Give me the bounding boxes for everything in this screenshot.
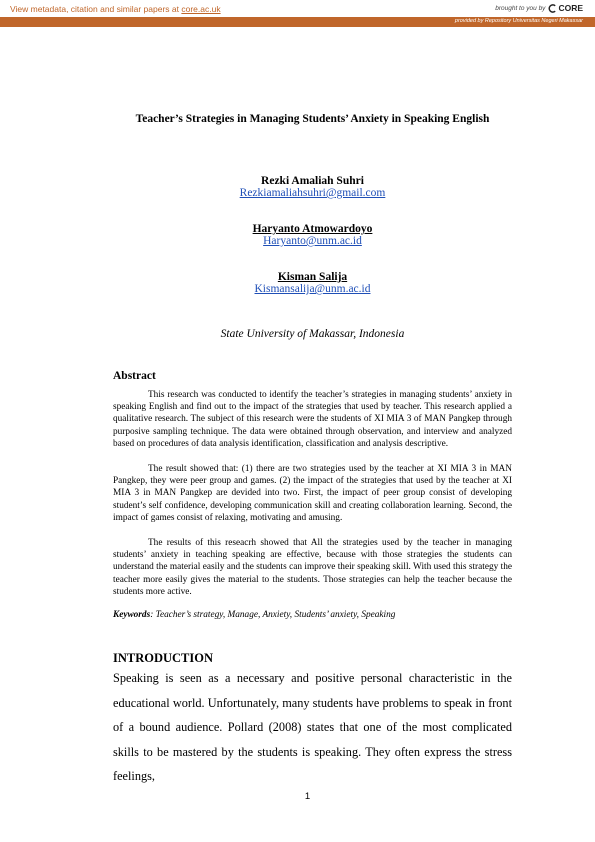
author-email[interactable]: Haryanto@unm.ac.id	[263, 235, 362, 247]
abstract-heading: Abstract	[113, 370, 156, 382]
paper-title: Teacher’s Strategies in Managing Students’ Anxiety in Speaking English	[135, 113, 490, 125]
brought-by-text: brought to you by	[495, 4, 546, 12]
brought-by[interactable]	[495, 3, 583, 13]
abstract-paragraph	[113, 463, 512, 524]
author-name: Rezki Amaliah Suhri	[261, 175, 364, 187]
author-name: Kisman Salija	[277, 271, 348, 283]
author-email[interactable]: Rezkiamaliahsuhri@gmail.com	[239, 187, 386, 199]
introduction-body	[113, 666, 512, 789]
abstract-text: The result showed that: (1) there are two strategies used by the teacher at XI MIA 3 in MAN Pangkep, they were peer group and games. (2) the impact of the strategies that used by the teacher at XI MIA 3 in MAN Pangkep are devided into two. First, the impact of peer group consist of developing student’s self confidence, developing communication skill and creating collaboration learning. Second, the impact of games consist of relaxing, motivating and amusing.	[113, 464, 512, 523]
core-banner	[0, 0, 595, 17]
page-number: 1	[304, 791, 311, 802]
author-block	[0, 271, 595, 295]
provided-by-bar	[0, 17, 595, 27]
introduction-heading: INTRODUCTION	[113, 651, 214, 665]
metadata-notice	[10, 4, 221, 14]
affiliation: State University of Makassar, Indonesia	[220, 328, 405, 340]
author-email[interactable]: Kismansalija@unm.ac.id	[254, 283, 371, 295]
abstract-paragraph	[113, 389, 512, 450]
core-logo[interactable]	[548, 3, 583, 13]
abstract-paragraph	[113, 537, 512, 598]
keywords-list: : Teacher’s strategy, Manage, Anxiety, Students’ anxiety, Speaking	[150, 610, 396, 620]
introduction-text: Speaking is seen as a necessary and positive personal characteristic in the educational world. Unfortunately, many students have problems to speak in front of a bound audience. Pollard (2008) states that one of the most complicated skills to be mastered by the students is speaking. They often express the stress feelings,	[113, 671, 512, 784]
keywords-label: Keywords	[113, 610, 151, 620]
keywords	[113, 610, 395, 620]
author-block	[0, 175, 595, 199]
author-name: Haryanto Atmowardoyo	[252, 223, 373, 235]
core-label: CORE	[558, 3, 583, 13]
core-link[interactable]: core.ac.uk	[181, 4, 221, 14]
abstract-text: This research was conducted to identify the teacher’s strategies in managing students’ anxiety in speaking English and find out to the impact of the strategies that used by teacher. This research applied a qualitative research. The subject of this research were the students of XI MIA 3 of MAN Pangkep through purposive sampling technique. The data were obtained through observation, and interview and analyzed based on procedures of data analysis identification, classification and analysis descriptive.	[113, 390, 512, 449]
metadata-text: View metadata, citation and similar papers at	[10, 4, 179, 14]
author-block	[0, 223, 595, 247]
abstract-text: The results of this reseacrh showed that All the strategies used by the teacher in managing students’ anxiety in teaching speaking are effective, because with those strategies the students can understand the material easily and the students can improve their speaking skill. With used this strategy the teacher more easily gives the material to the students. Those strategies can help the teacher because the students more active.	[113, 538, 512, 597]
core-swoosh-icon	[548, 4, 557, 13]
provided-by-text[interactable]: provided by Repository Universitas Negeri Makassar	[454, 18, 583, 24]
